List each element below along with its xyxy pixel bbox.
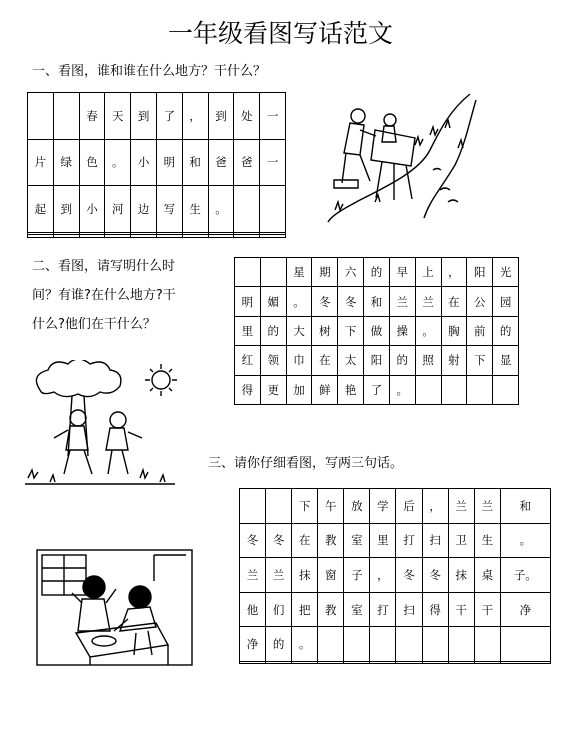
grid-cell <box>441 375 467 404</box>
grid-cell: 兰 <box>389 287 415 316</box>
grid-cell: 午 <box>318 489 344 524</box>
grid-cell <box>448 661 474 663</box>
grid-cell: 加 <box>286 375 312 404</box>
grid-cell: 教 <box>318 592 344 627</box>
grid-cell: 阳 <box>364 346 390 375</box>
grid-cell: 子。 <box>500 558 550 593</box>
grid-cell: 。 <box>292 627 318 662</box>
grid-cell: 冬 <box>338 287 364 316</box>
grid-cell <box>235 258 261 287</box>
grid-cell: 学 <box>370 489 396 524</box>
grid-cell: 的 <box>364 258 390 287</box>
grid-cell: 。 <box>208 186 234 233</box>
grid-cell <box>493 375 519 404</box>
grid-cell: 的 <box>266 627 292 662</box>
grid-cell <box>292 661 318 663</box>
grid-cell <box>370 661 396 663</box>
grid-row <box>28 139 286 186</box>
illustration-children-under-tree <box>20 360 180 490</box>
grid-cell: 净 <box>500 592 550 627</box>
grid-cell: 打 <box>370 592 396 627</box>
grid-row <box>240 592 551 627</box>
grid-cell: 净 <box>240 627 266 662</box>
grid-cell: 抹 <box>448 558 474 593</box>
grid-cell: 下 <box>467 346 493 375</box>
grid-cell: 在 <box>292 523 318 558</box>
grid-cell: 了 <box>156 93 182 140</box>
grid-cell <box>448 627 474 662</box>
question-3: 三、请你仔细看图，写两三句话。 <box>208 456 404 471</box>
grid-cell: 了 <box>364 375 390 404</box>
grid-cell: 树 <box>312 316 338 345</box>
grid-cell <box>422 661 448 663</box>
grid-cell: 卫 <box>448 523 474 558</box>
grid-cell: 。 <box>415 316 441 345</box>
grid-cell: 。 <box>389 375 415 404</box>
question-2 <box>32 252 176 339</box>
grid-cell: 室 <box>344 592 370 627</box>
writing-grid-1 <box>27 92 286 238</box>
grid-cell <box>240 661 266 663</box>
grid-cell: 天 <box>105 93 131 140</box>
grid-cell <box>131 235 157 238</box>
grid-cell <box>105 235 131 238</box>
grid-row <box>240 523 551 558</box>
grid-cell <box>53 93 79 140</box>
grid-cell: 园 <box>493 287 519 316</box>
grid-cell <box>344 661 370 663</box>
grid-cell: 冬 <box>396 558 422 593</box>
grid-cell: 色 <box>79 139 105 186</box>
grid-cell: 大 <box>286 316 312 345</box>
grid-cell: 下 <box>292 489 318 524</box>
grid-cell: ， <box>182 93 208 140</box>
grid-cell: 生 <box>182 186 208 233</box>
grid-cell: ， <box>441 258 467 287</box>
grid-cell <box>318 627 344 662</box>
writing-grid-3 <box>239 488 551 664</box>
grid-cell: 六 <box>338 258 364 287</box>
grid-cell: 春 <box>79 93 105 140</box>
grid-row <box>28 235 286 238</box>
grid-cell: 片 <box>28 139 54 186</box>
grid-cell <box>474 661 500 663</box>
grid-cell <box>396 627 422 662</box>
grid-cell: 得 <box>235 375 261 404</box>
grid-cell: 到 <box>53 186 79 233</box>
grid-cell: 的 <box>389 346 415 375</box>
grid-cell: 的 <box>260 316 286 345</box>
grid-cell: 显 <box>493 346 519 375</box>
grid-cell <box>467 375 493 404</box>
grid-cell: 。 <box>500 523 550 558</box>
grid-row <box>240 627 551 662</box>
grid-cell: 兰 <box>240 558 266 593</box>
grid-cell: 一 <box>260 139 286 186</box>
grid-cell: 射 <box>441 346 467 375</box>
grid-cell: 艳 <box>338 375 364 404</box>
question-2-line-1: 二、看图，请写明什么时 <box>32 259 176 274</box>
grid-cell <box>28 93 54 140</box>
grid-cell <box>79 235 105 238</box>
grid-cell: 光 <box>493 258 519 287</box>
grid-row <box>235 375 519 404</box>
grid-cell: 胸 <box>441 316 467 345</box>
grid-cell <box>240 489 266 524</box>
grid-cell: 干 <box>474 592 500 627</box>
grid-cell <box>422 627 448 662</box>
grid-cell: 桌 <box>474 558 500 593</box>
grid-cell: 。 <box>105 139 131 186</box>
grid-cell <box>28 235 54 238</box>
grid-row <box>28 186 286 233</box>
grid-cell: 太 <box>338 346 364 375</box>
grid-cell: 做 <box>364 316 390 345</box>
grid-row <box>235 316 519 345</box>
grid-cell: 操 <box>389 316 415 345</box>
grid-cell: 星 <box>286 258 312 287</box>
grid-cell <box>234 186 260 233</box>
grid-cell: 在 <box>312 346 338 375</box>
writing-grid-2 <box>234 257 519 405</box>
grid-cell: 爸 <box>208 139 234 186</box>
grid-cell: 们 <box>266 592 292 627</box>
grid-cell <box>344 627 370 662</box>
grid-cell: 媚 <box>260 287 286 316</box>
grid-cell: 冬 <box>266 523 292 558</box>
grid-cell <box>415 375 441 404</box>
grid-cell: 巾 <box>286 346 312 375</box>
grid-cell: 写 <box>156 186 182 233</box>
grid-cell: 兰 <box>266 558 292 593</box>
grid-cell <box>266 661 292 663</box>
grid-cell <box>396 661 422 663</box>
grid-cell: 上 <box>415 258 441 287</box>
grid-cell: 干 <box>448 592 474 627</box>
grid-cell: 扫 <box>396 592 422 627</box>
grid-cell: 河 <box>105 186 131 233</box>
grid-cell: 。 <box>286 287 312 316</box>
grid-cell: 阳 <box>467 258 493 287</box>
grid-cell: 到 <box>208 93 234 140</box>
grid-cell: 兰 <box>415 287 441 316</box>
grid-cell <box>370 627 396 662</box>
grid-cell: 把 <box>292 592 318 627</box>
grid-cell: 早 <box>389 258 415 287</box>
grid-row <box>240 661 551 663</box>
grid-cell: 起 <box>28 186 54 233</box>
grid-cell: 爸 <box>234 139 260 186</box>
grid-cell: 在 <box>441 287 467 316</box>
grid-cell: 明 <box>235 287 261 316</box>
grid-cell <box>260 258 286 287</box>
grid-cell: 和 <box>182 139 208 186</box>
grid-cell: 明 <box>156 139 182 186</box>
grid-cell: 前 <box>467 316 493 345</box>
grid-cell: 冬 <box>422 558 448 593</box>
grid-cell <box>260 235 286 238</box>
grid-cell: 一 <box>260 93 286 140</box>
grid-cell: 兰 <box>448 489 474 524</box>
grid-cell: 子 <box>344 558 370 593</box>
grid-cell: 公 <box>467 287 493 316</box>
question-2-line-3: 什么?他们在干什么？ <box>32 317 156 332</box>
grid-cell: ， <box>422 489 448 524</box>
illustration-father-son-sketching <box>320 90 480 225</box>
grid-cell: 和 <box>364 287 390 316</box>
grid-cell <box>500 627 550 662</box>
grid-cell: 生 <box>474 523 500 558</box>
grid-cell: 鲜 <box>312 375 338 404</box>
grid-row <box>235 287 519 316</box>
grid-cell: 室 <box>344 523 370 558</box>
grid-cell <box>318 661 344 663</box>
illustration-children-cleaning-classroom <box>36 549 193 666</box>
grid-cell: 照 <box>415 346 441 375</box>
question-1: 一、看图，谁和谁在什么地方？干什么？ <box>32 64 267 79</box>
grid-cell: 得 <box>422 592 448 627</box>
grid-cell: 后 <box>396 489 422 524</box>
grid-cell: 的 <box>493 316 519 345</box>
grid-cell: 小 <box>131 139 157 186</box>
grid-cell: 窗 <box>318 558 344 593</box>
grid-cell: 兰 <box>474 489 500 524</box>
grid-cell: 和 <box>500 489 550 524</box>
grid-cell <box>234 235 260 238</box>
grid-row <box>28 93 286 140</box>
grid-cell: 抹 <box>292 558 318 593</box>
grid-cell: 里 <box>370 523 396 558</box>
grid-cell <box>474 627 500 662</box>
grid-cell: 红 <box>235 346 261 375</box>
grid-cell <box>156 235 182 238</box>
grid-cell: ， <box>370 558 396 593</box>
grid-row <box>240 558 551 593</box>
grid-cell: 期 <box>312 258 338 287</box>
grid-cell: 放 <box>344 489 370 524</box>
grid-cell <box>260 186 286 233</box>
grid-cell <box>266 489 292 524</box>
grid-cell: 扫 <box>422 523 448 558</box>
grid-cell: 打 <box>396 523 422 558</box>
grid-cell <box>208 235 234 238</box>
grid-cell: 更 <box>260 375 286 404</box>
grid-cell: 下 <box>338 316 364 345</box>
grid-cell: 领 <box>260 346 286 375</box>
grid-row <box>240 489 551 524</box>
grid-cell: 冬 <box>240 523 266 558</box>
grid-cell: 他 <box>240 592 266 627</box>
question-2-line-2: 间？有谁?在什么地方?干 <box>32 288 176 303</box>
grid-cell: 冬 <box>312 287 338 316</box>
grid-cell: 里 <box>235 316 261 345</box>
grid-cell <box>182 235 208 238</box>
grid-cell: 绿 <box>53 139 79 186</box>
grid-cell <box>500 661 550 663</box>
grid-cell: 处 <box>234 93 260 140</box>
page-title: 一年级看图写话范文 <box>167 19 393 48</box>
grid-cell: 小 <box>79 186 105 233</box>
grid-row <box>235 258 519 287</box>
grid-cell <box>53 235 79 238</box>
grid-cell: 边 <box>131 186 157 233</box>
grid-cell: 教 <box>318 523 344 558</box>
grid-row <box>235 346 519 375</box>
grid-cell: 到 <box>131 93 157 140</box>
